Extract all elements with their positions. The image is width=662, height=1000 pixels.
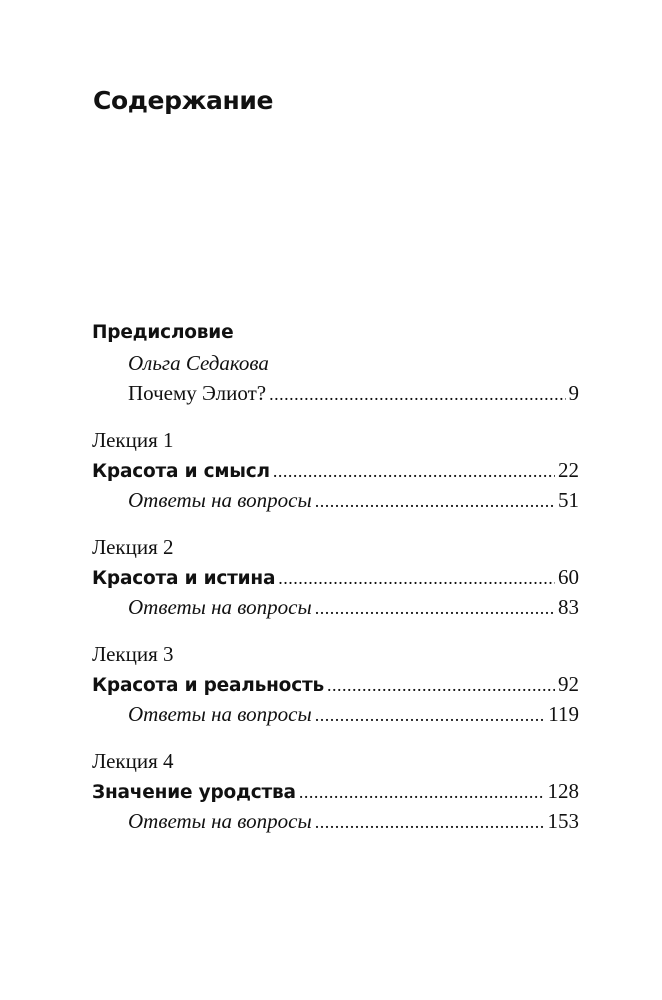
toc-entry-title: Красота и реальность: [92, 675, 324, 696]
dot-leader: [299, 777, 545, 807]
toc-entry-page: 9: [568, 381, 579, 405]
toc-entry-lecture-2-qa[interactable]: [92, 592, 579, 622]
toc-entry-lecture-2[interactable]: [92, 562, 579, 592]
toc-entry-lecture-3-qa[interactable]: [92, 699, 579, 729]
preface-heading[interactable]: Предисловие: [92, 322, 234, 343]
lecture-label: Лекция 1: [92, 428, 174, 452]
page-title: Содержание: [93, 86, 274, 115]
lecture-label: Лекция 4: [92, 749, 174, 773]
dot-leader: [269, 379, 565, 409]
toc-entry-title: Красота и смысл: [92, 461, 270, 482]
toc-entry-page: 119: [548, 702, 579, 726]
dot-leader: [327, 670, 555, 700]
dot-leader: [278, 563, 555, 593]
toc-entry-title: Почему Элиот?: [128, 381, 267, 405]
toc-entry-title: Ответы на вопросы: [128, 702, 312, 726]
toc-entry-lecture-1-qa[interactable]: [92, 485, 579, 515]
toc-entry-page: 153: [547, 809, 579, 833]
toc-entry-title: Ответы на вопросы: [128, 488, 312, 512]
toc-entry-page: 92: [558, 672, 579, 696]
toc-entry-title: Значение уродства: [92, 782, 296, 803]
toc-entry-lecture-4[interactable]: [92, 776, 579, 806]
dot-leader: [273, 456, 555, 486]
lecture-label: Лекция 3: [92, 642, 174, 666]
toc-entry-page: 22: [558, 458, 579, 482]
toc-entry-page: 60: [558, 565, 579, 589]
dot-leader: [315, 700, 546, 730]
preface-author: Ольга Седакова: [128, 351, 269, 375]
toc-entry-lecture-4-qa[interactable]: [92, 806, 579, 836]
toc-entry-page: 51: [558, 488, 579, 512]
lecture-label: Лекция 2: [92, 535, 174, 559]
toc-entry-title: Ответы на вопросы: [128, 595, 312, 619]
toc-entry-lecture-1[interactable]: [92, 455, 579, 485]
toc-entry-page: 83: [558, 595, 579, 619]
table-of-contents: [92, 318, 579, 836]
dot-leader: [315, 807, 545, 837]
toc-entry-title: Ответы на вопросы: [128, 809, 312, 833]
toc-entry-preface[interactable]: [92, 378, 579, 408]
dot-leader: [315, 593, 555, 623]
toc-entry-lecture-3[interactable]: [92, 669, 579, 699]
toc-entry-page: 128: [547, 779, 579, 803]
dot-leader: [315, 486, 555, 516]
toc-entry-title: Красота и истина: [92, 568, 276, 589]
